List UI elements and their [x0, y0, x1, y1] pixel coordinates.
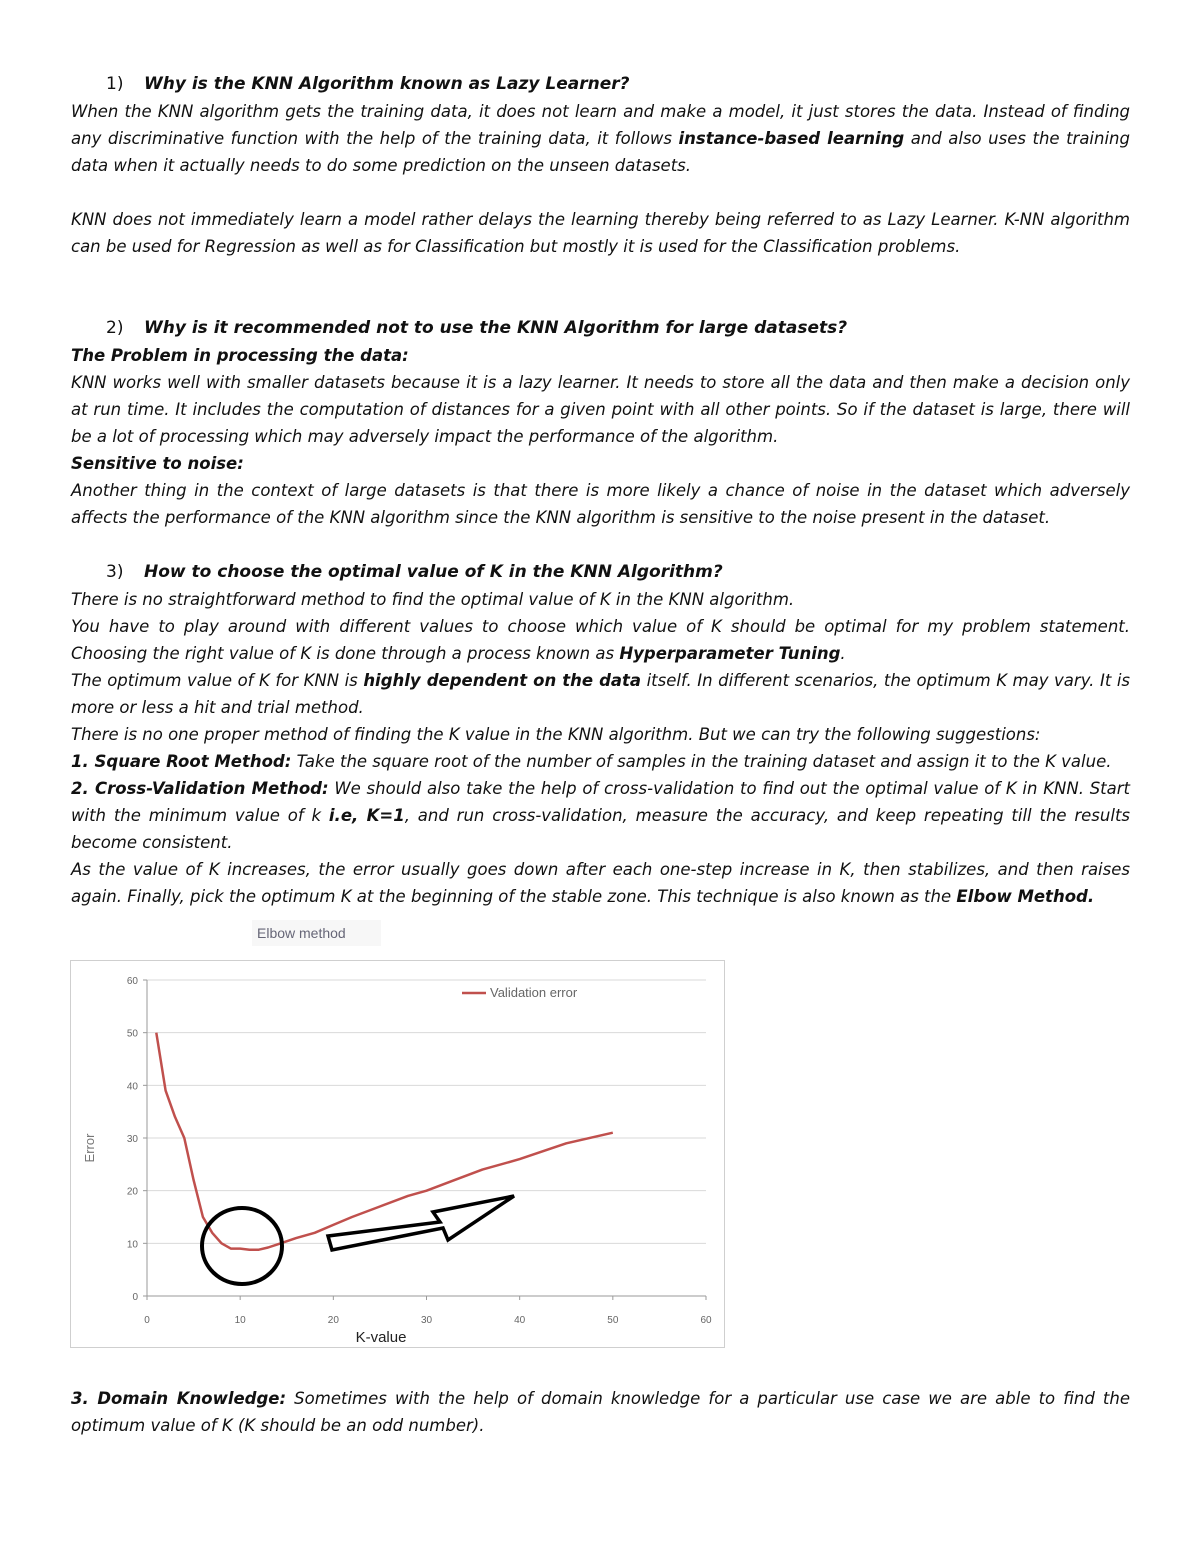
y-tick-label: 50	[126, 1028, 138, 1040]
x-tick-label: 10	[234, 1315, 246, 1326]
y-tick-label: 30	[126, 1134, 138, 1145]
chart-frame	[71, 961, 725, 1348]
x-tick-label: 60	[700, 1315, 712, 1326]
q3-body	[71, 586, 1130, 910]
q3-m3-text: Sometimes with the help of domain knowledge for a particular use case we are able to find the optimum value of K (K should be an odd number).	[71, 1389, 1130, 1435]
q3-l2-text: You have to play around with different values to choose which value of K should be optimal for my problem statement. Choosing the right value of K is done through a process known as	[71, 617, 1130, 663]
q1-p1-bold: instance-based learning	[678, 129, 905, 148]
q3-m3-label: 3. Domain Knowledge:	[71, 1389, 287, 1408]
q3-l5-text: As the value of K increases, the error usually goes down after each one-step increase in K, then stabilizes, and then raises again. Finally, pick the optimum K at the beginning of the stable zone. This technique is also known as the	[71, 860, 1130, 906]
q3-line-4: There is no one proper method of finding the K value in the KNN algorithm. But we can try the following suggestions:	[71, 725, 1041, 744]
y-tick-label: 40	[126, 1081, 138, 1093]
q3-m1-text: Take the square root of the number of samples in the training dataset and assign it to the K value.	[291, 752, 1112, 771]
question-1-heading	[106, 71, 629, 98]
q1-p1-text-c: and also uses the training data when it actually needs to do some prediction on the unseen datasets.	[71, 129, 1130, 175]
q3-line-3	[71, 667, 1130, 721]
q3-m1-label: 1. Square Root Method:	[71, 752, 292, 771]
q2-paragraph-1: KNN works well with smaller datasets because it is a lazy learner. It needs to store all the data and then make a decision only at run time. It includes the computation of distances for a given point with all other points. So if the dataset is large, there will be a lot of processing which may adversely impact the performance of the algorithm.	[71, 373, 1130, 446]
q3-m2-bold: i.e, K=1	[328, 806, 405, 825]
q2-subheading-processing: The Problem in processing the data:	[71, 346, 409, 365]
q1-paragraph-2: KNN does not immediately learn a model rather delays the learning thereby being referred to as Lazy Learner. K-NN algorithm can be used for Regression as well as for Classification but mostly it is used for the Classification problems.	[71, 210, 1130, 256]
x-tick-label: 20	[327, 1315, 339, 1326]
question-3-heading	[106, 559, 723, 586]
elbow-method-chart	[70, 960, 725, 1348]
y-tick-label: 0	[132, 1292, 138, 1303]
q3-l3-bold: highly dependent on the data	[363, 671, 642, 690]
q3-l5-bold: Elbow Method.	[956, 887, 1095, 906]
q3-l2-bold: Hyperparameter Tuning	[619, 644, 841, 663]
y-tick-label: 20	[126, 1186, 138, 1198]
y-tick-label: 10	[126, 1239, 138, 1251]
q3-l2-end: .	[840, 644, 846, 663]
question-2-number: 2)	[106, 318, 124, 338]
chart-caption: Elbow method	[252, 920, 381, 946]
q3-l3-end: itself. In different scenarios, the optimum K may vary. It is more or less a hit and trial method.	[71, 671, 1130, 717]
q3-method-3	[71, 1385, 1130, 1439]
q3-method-1	[71, 748, 1130, 775]
q3-line-1: There is no straightforward method to find the optimal value of K in the KNN algorithm.	[71, 590, 795, 609]
question-2-heading	[106, 315, 847, 342]
legend-label: Validation error	[490, 985, 578, 1000]
q3-m2-end: , and run cross-validation, measure the accuracy, and keep repeating till the results become consistent.	[71, 806, 1131, 852]
y-tick-label: 60	[126, 976, 138, 987]
q1-p1-text-a: When the KNN algorithm gets the training data, it does not learn and make a model, it just stores the data. Instead of finding any discriminative function with the help of the training data, it follows	[71, 102, 1130, 148]
question-3-title: How to choose the optimal value of K in the KNN Algorithm?	[144, 562, 723, 582]
question-3-number: 3)	[106, 562, 124, 582]
y-axis-label: Error	[82, 1133, 97, 1163]
q2-subheading-noise: Sensitive to noise:	[71, 454, 244, 473]
q1-paragraph-1	[71, 98, 1130, 179]
q3-m2-label: 2. Cross-Validation Method:	[71, 779, 329, 798]
q3-l3-text: The optimum value of K for KNN is	[71, 671, 364, 690]
question-2-title: Why is it recommended not to use the KNN Algorithm for large datasets?	[144, 318, 848, 338]
q3-line-2	[71, 613, 1130, 667]
x-axis-label: K-value	[355, 1329, 407, 1346]
q3-line-5	[71, 856, 1130, 910]
question-1-number: 1)	[106, 74, 124, 94]
x-tick-label: 0	[144, 1315, 150, 1326]
q2-paragraph-2: Another thing in the context of large datasets is that there is more likely a chance of noise in the dataset which adversely affects the performance of the KNN algorithm since the KNN algorithm is sensitive to the noise present in the dataset.	[71, 481, 1130, 527]
q3-method-2	[71, 775, 1130, 856]
q3-m2-text: We should also take the help of cross-validation to find out the optimal value of K in KNN. Start with the minimum value of k	[71, 779, 1131, 825]
x-tick-label: 30	[420, 1315, 433, 1326]
x-tick-label: 50	[607, 1315, 619, 1326]
x-tick-label: 40	[514, 1315, 526, 1326]
question-1-title: Why is the KNN Algorithm known as Lazy Learner?	[144, 74, 630, 94]
